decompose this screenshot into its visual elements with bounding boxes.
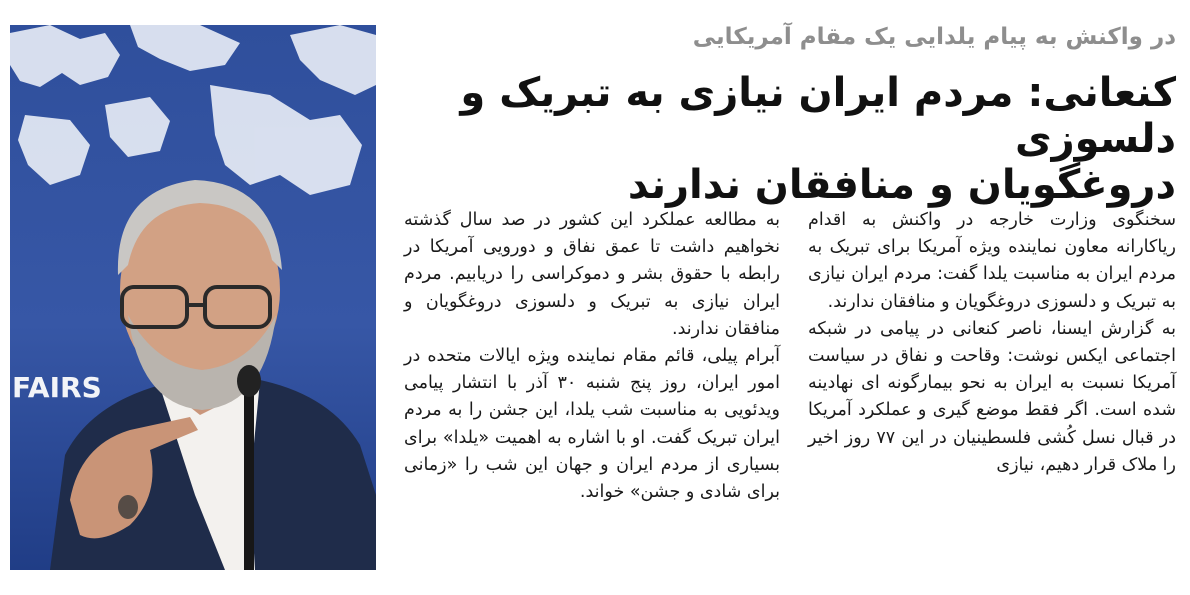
- paragraph: سخنگوی وزارت خارجه در واکنش به اقدام ریاکارانه معاون نماینده ویژه آمریکا برای تبریک به مردم ایران به مناسبت یلدا گفت: مردم ایران نیازی به تبریک و دلسوزی دروغگویان و منافقان ندارند.: [808, 210, 1176, 312]
- article-kicker: در واکنش به پیام یلدایی یک مقام آمریکایی: [692, 24, 1176, 50]
- backdrop-text: FAIRS: [12, 371, 102, 404]
- body-column-left: [404, 207, 780, 506]
- article-photo: [10, 25, 376, 570]
- microphone: [244, 385, 254, 570]
- headline-line-1: کنعانی: مردم ایران نیازی به تبریک و دلسوزی: [460, 70, 1176, 162]
- world-map-graphic: [10, 25, 376, 195]
- paragraph: به گزارش ایسنا، ناصر کنعانی در پیامی در شبکه اجتماعی ایکس نوشت: وقاحت و نفاق در سیاست آمریکا نسبت به ایران به نحو بیمارگونه ای نهادینه شده است. اگر فقط موضع گیری و عملکرد آمریکا در قبال نسل کُشی فلسطینیان در این ۷۷ روز اخیر را ملاک قرار دهیم، نیازی: [808, 318, 1176, 475]
- ring: [118, 495, 138, 519]
- body-column-right: [808, 207, 1176, 479]
- paragraph: به مطالعه عملکرد این کشور در صد سال گذشته نخواهیم داشت تا عمق نفاق و دورویی آمریکا در رابطه با حقوق بشر و دموکراسی را دریابیم. مردم ایران نیازی به تبریک و دلسوزی دروغگویان و منافقان ندارند.: [404, 210, 780, 339]
- spokesman-photo-illustration: [10, 25, 376, 570]
- article-headline: [436, 70, 1176, 208]
- headline-line-2: دروغگویان و منافقان ندارند: [627, 162, 1176, 208]
- paragraph: آبرام پیلی، قائم مقام نماینده ویژه ایالات متحده در امور ایران، روز پنج شنبه ۳۰ آذر با انتشار پیامی ویدئویی به مناسبت شب یلدا، این جشن را به مردم ایران تبریک گفت. او با اشاره به اهمیت «یلدا» برای بسیاری از مردم ایران و جهان این شب را «زمانی برای شادی و جشن» خواند.: [404, 346, 780, 503]
